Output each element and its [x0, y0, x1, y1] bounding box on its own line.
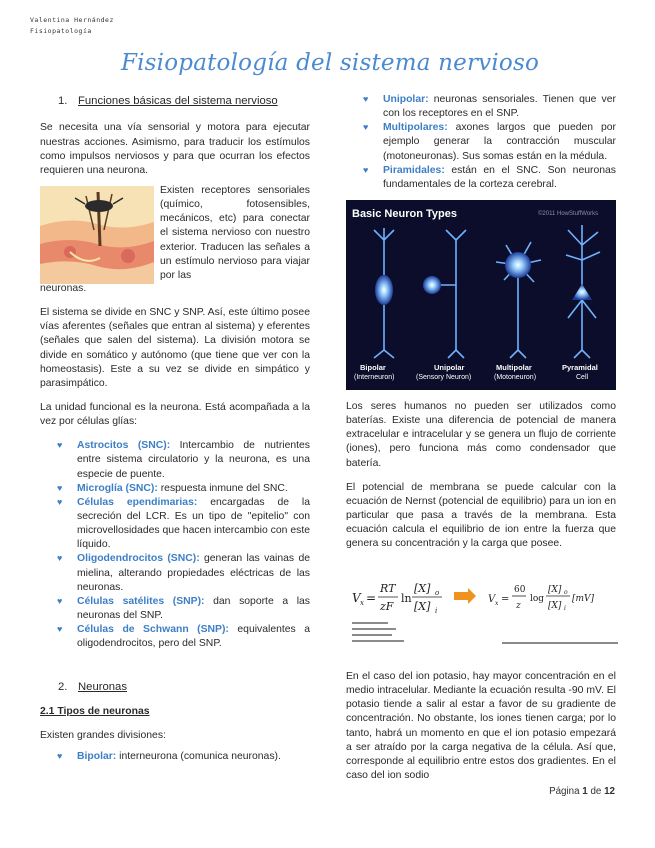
left-column-cont: [40, 282, 310, 651]
receptor-paragraph: [160, 184, 310, 283]
neuron-types-list-right: [346, 93, 616, 192]
list-item: ♥ Células de Schwann (SNP): equivalentes a oligodendrocitos, pero del SNP.: [57, 624, 310, 650]
paragraph: Existen receptores sensoriales (químico, fotosensibles, mecánicos, etc) para conectar el sistema nervioso con nuestro exterior. Traducen las señales a un estímulo nervioso para viajar por las: [160, 185, 310, 281]
eq-lhs: V: [352, 591, 361, 605]
eq-rhs-conc-bot: [X]: [548, 601, 562, 611]
heart-bullet-icon: ♥: [57, 750, 63, 761]
section-1-heading: [58, 94, 310, 109]
eq-lhs-sub: x: [360, 599, 364, 607]
label-bipolar: Bipolar: [360, 363, 386, 372]
eq-rhs-conc-top: [X]: [548, 585, 562, 595]
left-column: [40, 94, 310, 178]
paragraph: El sistema se divide en SNC y SNP. Así, este último posee vías aferentes (señales que entran al sistema) y eferentes (señales que salen del sistema). La división motora se divide en somático y autónomo (que tiene que ver con la homeostasis). Este a su vez se divide en simpático y parasimpático.: [40, 307, 310, 389]
label-multipolar-sub: (Motoneuron): [494, 374, 537, 381]
nernst-equation: [352, 578, 618, 656]
label-multipolar: Multipolar: [496, 363, 532, 372]
heart-bullet-icon: ♥: [363, 164, 369, 175]
list-item: ♥ Células ependimarias: encargadas de la secreción del LCR. Es un tipo de "epitelio" con microvellosidades que hacen intercambio con este líquido.: [57, 496, 310, 551]
skin-receptor-illustration: [40, 186, 154, 284]
section-2-heading: [58, 680, 310, 695]
right-column-text: [346, 400, 616, 551]
page-footer: [549, 785, 615, 798]
label-unipolar: Unipolar: [434, 363, 465, 372]
subsection-heading: 2.1 Tipos de neuronas: [40, 706, 150, 718]
label-unipolar-sub: (Sensory Neuron): [416, 374, 472, 381]
paragraph: Se necesita una vía sensorial y motora para ejecutar nuestras acciones. Asimismo, para traducir los estímulos como impulsos nerviosos y para que ocurran los efectos requieren una neurona.: [40, 122, 310, 176]
heart-bullet-icon: ♥: [57, 595, 63, 606]
eq-conc-top: [X]: [414, 582, 431, 595]
eq-rhs-num: 60: [514, 585, 526, 595]
heart-bullet-icon: ♥: [363, 122, 369, 133]
list-item: ♥ Piramidales: están en el SNC. Son neuronas fundamentales de la corteza cerebral.: [363, 164, 616, 190]
paragraph: En el caso del ion potasio, hay mayor concentración en el medio intracelular. Mediante la ecuación resulta -90 mV. El potasio tiende a salir al estar a favor de su gradiente de concentración. No obstante, los iones tienen carga; por lo tanto, habrá un momento en que el ion potasio empezará a ser atraído por la carga negativa de la célula. Así que, corresponde al equilibrio entre estos dos gradientes. En el caso del ion sodio: [346, 671, 616, 781]
list-item: ♥ Microglía (SNC): respuesta inmune del SNC.: [57, 482, 288, 494]
eq-rhs-equals: =: [501, 594, 510, 605]
list-item: ♥ Células satélites (SNP): dan soporte a las neuronas del SNP.: [57, 595, 310, 621]
neuron-figure-svg: [346, 200, 616, 390]
eq-frac-num: RT: [380, 582, 396, 595]
list-item: ♥ Astrocitos (SNC): Intercambio de nutrientes entre sistema circulatorio y la neurona, es una especie de puente.: [57, 440, 311, 480]
eq-rhs-conc-bot-sub: i: [564, 605, 566, 612]
glia-list: [40, 439, 310, 651]
label-pyramidal-sub: Cell: [576, 374, 589, 381]
paragraph: El potencial de membrana se puede calcular con la ecuación de Nernst (potencial de equilibrio) para un ion en particular que pasa a través de la membrana. Esta ecuación calcula el equilibrio de ion entre la fuerza que genera su concentración y la carga que posee.: [346, 481, 616, 550]
neuron-types-list-left: [40, 750, 310, 764]
author-name: Valentina Hernández: [30, 16, 114, 24]
skin-illustration-svg: [40, 186, 154, 284]
footer-prefix: Página: [549, 786, 583, 797]
right-column-top: [346, 93, 616, 192]
label-pyramidal: Pyramidal: [562, 363, 598, 372]
heart-bullet-icon: ♥: [57, 440, 63, 451]
subject-name: Fisiopatología: [30, 27, 92, 36]
heart-bullet-icon: ♥: [57, 482, 63, 493]
heart-bullet-icon: ♥: [363, 94, 369, 104]
eq-conc-bot-sub: i: [435, 607, 438, 615]
document-header: [30, 15, 114, 38]
figure-title: Basic Neuron Types: [352, 208, 457, 220]
eq-rhs-den: z: [516, 601, 521, 611]
eq-rhs-lhs: V: [488, 594, 496, 605]
eq-unit: [mV]: [572, 594, 595, 604]
eq-conc-bot: [X]: [414, 600, 431, 613]
section-1-title: Funciones básicas del sistema nervioso: [78, 95, 278, 107]
eq-rhs-lhs-sub: x: [495, 600, 499, 607]
page-title: Fisiopatología del sistema nervioso: [120, 50, 540, 76]
eq-conc-top-sub: o: [435, 589, 440, 597]
label-bipolar-sub: (Interneuron): [354, 374, 395, 381]
eq-log: log: [530, 594, 545, 604]
list-item: ♥ Unipolar: neuronas sensoriales. Tienen que ver con los receptores en el SNP.: [363, 94, 616, 120]
neuron-types-figure: [346, 200, 616, 390]
paragraph: La unidad funcional es la neurona. Está acompañada a la vez por células glías:: [40, 401, 310, 428]
equation-legend-lines: [352, 622, 618, 644]
section-2: [40, 680, 310, 764]
eq-frac-den: zF: [380, 600, 394, 613]
eq-ln: ln: [401, 592, 412, 605]
paragraph: Los seres humanos no pueden ser utilizados como baterías. Existe una diferencia de potencial de manera extracelular e intracelular y se genera un flujo de corriente (iones), pero funciona más como condensador que batería.: [346, 401, 616, 469]
paragraph: neuronas.: [40, 283, 87, 294]
footer-page-total: 12: [604, 786, 615, 797]
footer-page-number: 1: [582, 786, 588, 797]
footer-mid: de: [587, 786, 605, 797]
section-2-title: Neuronas: [78, 681, 127, 693]
list-item: ♥ Bipolar: interneurona (comunica neuronas).: [57, 750, 281, 762]
orange-arrow-icon: [454, 588, 476, 604]
heart-bullet-icon: ♥: [57, 496, 63, 507]
section-1-number: 1.: [58, 95, 68, 107]
section-2-number: 2.: [58, 681, 68, 693]
paragraph: Existen grandes divisiones:: [40, 729, 166, 741]
list-item: ♥ Oligodendrocitos (SNC): generan las vainas de mielina, alterando propiedades eléctricas de las neuronas.: [57, 553, 311, 593]
heart-bullet-icon: ♥: [57, 553, 63, 564]
eq-rhs-conc-top-sub: o: [564, 589, 568, 596]
heart-bullet-icon: ♥: [57, 624, 63, 635]
eq-equals: =: [366, 591, 377, 605]
right-column-bottom: [346, 670, 616, 783]
nernst-equation-svg: [352, 578, 618, 656]
list-item: ♥ Multipolares: axones largos que pueden por ejemplo generar la contracción muscular (motoneuronas). Sus somas están en la médula.: [363, 122, 616, 162]
figure-copyright: ©2011 HowStuffWorks: [538, 211, 599, 217]
